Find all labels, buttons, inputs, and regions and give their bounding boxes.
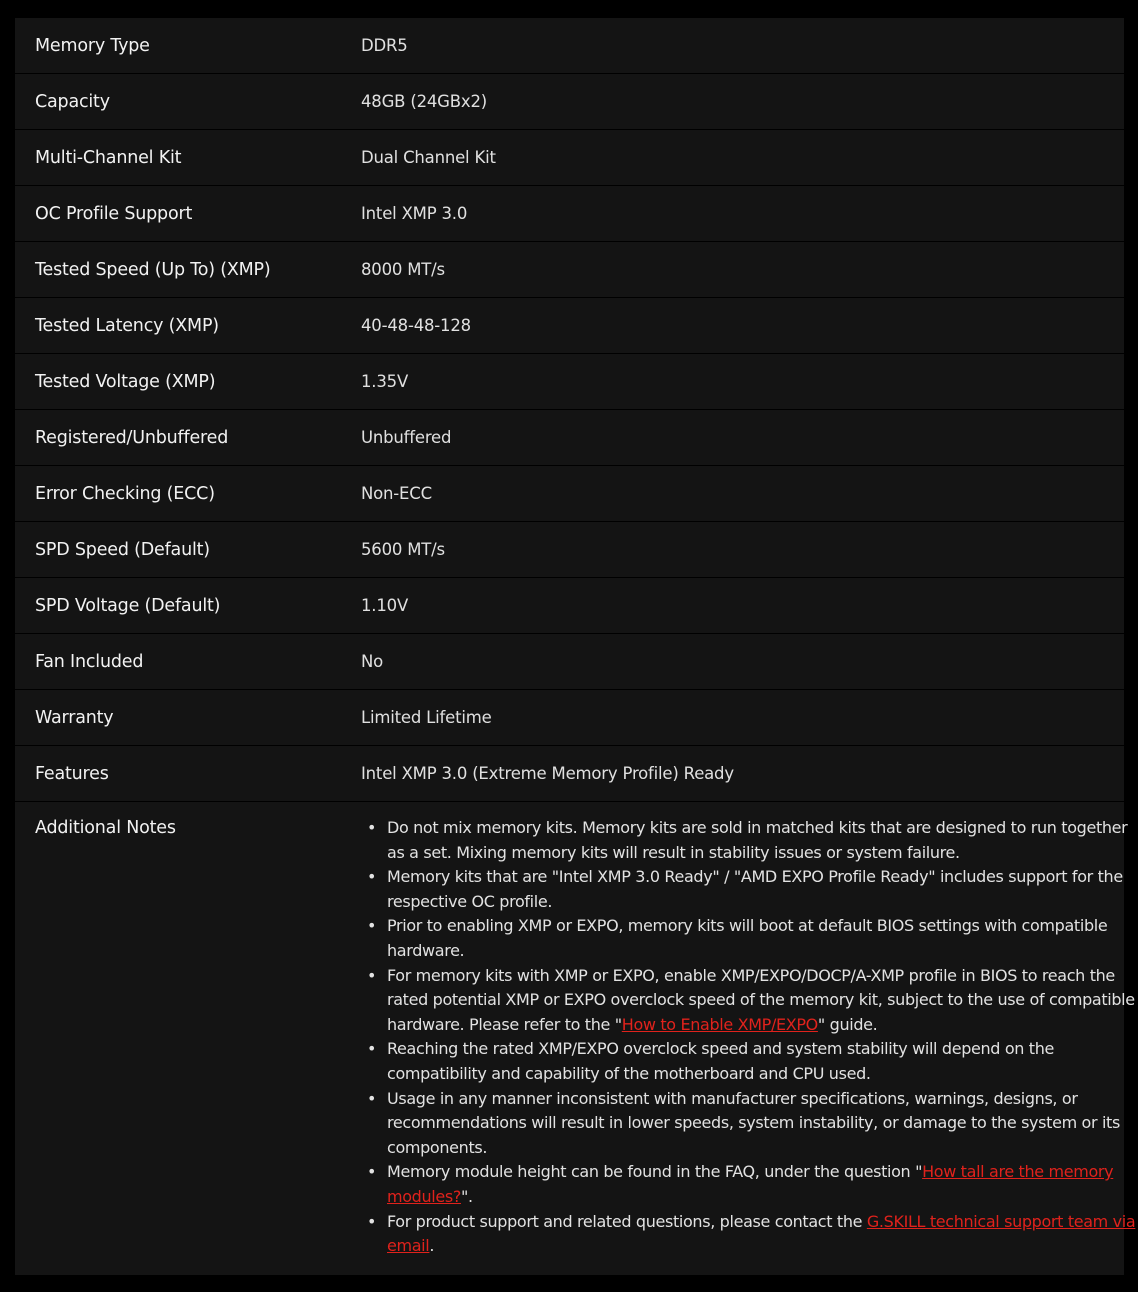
- spec-label: Additional Notes: [35, 818, 176, 838]
- spec-label: Registered/Unbuffered: [35, 427, 229, 448]
- list-item: [367, 1210, 1138, 1259]
- note-text: Memory kits that are "Intel XMP 3.0 Ready" / "AMD EXPO Profile Ready" includes support for the respective OC profile.: [387, 867, 1123, 911]
- spec-label: Tested Voltage (XMP): [35, 371, 216, 392]
- bullet-icon: •: [367, 867, 377, 887]
- spec-label: Fan Included: [35, 651, 144, 672]
- spec-row-registered-unbuffered: [15, 409, 1124, 465]
- spec-row-spd-voltage: [15, 577, 1124, 633]
- spec-row-capacity: [15, 73, 1124, 129]
- spec-value: 1.10V: [361, 596, 409, 615]
- spec-label: Tested Latency (XMP): [35, 315, 219, 336]
- list-item: [367, 1160, 1138, 1209]
- list-item: [367, 964, 1138, 1038]
- spec-value: 5600 MT/s: [361, 540, 445, 559]
- technical-support-email-link[interactable]: G.SKILL technical support team via email: [387, 1211, 1136, 1256]
- bullet-icon: •: [367, 916, 377, 936]
- spec-value: Limited Lifetime: [361, 708, 492, 727]
- spec-row-oc-profile-support: [15, 185, 1124, 241]
- spec-label: SPD Voltage (Default): [35, 595, 221, 616]
- bullet-icon: •: [367, 965, 377, 985]
- list-item: [367, 1037, 1138, 1086]
- list-item: [367, 1087, 1138, 1161]
- spec-label: Multi-Channel Kit: [35, 147, 182, 168]
- spec-label: Warranty: [35, 707, 114, 728]
- how-to-enable-xmp-expo-link[interactable]: How to Enable XMP/EXPO: [621, 1014, 818, 1034]
- spec-value: 40-48-48-128: [361, 316, 471, 335]
- bullet-icon: •: [367, 1162, 377, 1182]
- note-text: Memory module height can be found in the FAQ, under the question ": [387, 1162, 923, 1182]
- bullet-icon: •: [367, 818, 377, 837]
- spec-label: Memory Type: [35, 35, 150, 56]
- spec-value: Intel XMP 3.0 (Extreme Memory Profile) Ready: [361, 764, 734, 783]
- note-text: Prior to enabling XMP or EXPO, memory kits will boot at default BIOS settings with compatible hardware.: [387, 916, 1108, 960]
- spec-value: Dual Channel Kit: [361, 148, 496, 167]
- additional-notes-list: [361, 816, 1138, 1259]
- spec-row-multi-channel-kit: [15, 129, 1124, 185]
- note-text: For product support and related questions, please contact the: [387, 1211, 867, 1231]
- spec-row-tested-latency: [15, 297, 1124, 353]
- note-text: For memory kits with XMP or EXPO, enable XMP/EXPO/DOCP/A-XMP profile in BIOS to reach the rated potential XMP or EXPO overclock speed of the memory kit, subject to the use of compatible hardware. Please refer to the ": [387, 965, 1135, 1034]
- spec-value: 1.35V: [361, 372, 409, 391]
- spec-row-tested-speed: [15, 241, 1124, 297]
- spec-label: Capacity: [35, 91, 110, 112]
- note-text: Usage in any manner inconsistent with manufacturer specifications, warnings, designs, or recommendations will result in lower speeds, system instability, or damage to the system or its components.: [387, 1088, 1120, 1157]
- spec-row-fan-included: [15, 633, 1124, 689]
- spec-row-warranty: [15, 689, 1124, 745]
- list-item: [367, 816, 1138, 865]
- list-item: [367, 914, 1138, 963]
- spec-value: 8000 MT/s: [361, 260, 445, 279]
- note-text: ".: [461, 1186, 473, 1206]
- note-text: Do not mix memory kits. Memory kits are sold in matched kits that are designed to run together as a set. Mixing memory kits will result in stability issues or system failure.: [387, 818, 1128, 862]
- spec-row-features: [15, 745, 1124, 801]
- bullet-icon: •: [367, 1039, 377, 1059]
- spec-value: Intel XMP 3.0: [361, 204, 468, 223]
- spec-label: OC Profile Support: [35, 203, 193, 224]
- spec-value: Non-ECC: [361, 484, 432, 503]
- spec-label: Error Checking (ECC): [35, 483, 215, 504]
- note-text: Reaching the rated XMP/EXPO overclock speed and system stability will depend on the compatibility and capability of the motherboard and CPU used.: [387, 1039, 1054, 1083]
- spec-value: 48GB (24GBx2): [361, 92, 487, 111]
- spec-row-memory-type: [15, 18, 1124, 73]
- spec-value: No: [361, 652, 384, 671]
- spec-row-error-checking: [15, 465, 1124, 521]
- spec-value: DDR5: [361, 36, 408, 55]
- spec-label: SPD Speed (Default): [35, 539, 210, 560]
- specifications-table: [15, 18, 1136, 1275]
- note-text: .: [429, 1236, 435, 1256]
- spec-row-additional-notes: [15, 801, 1136, 1275]
- spec-row-spd-speed: [15, 521, 1124, 577]
- memory-module-height-faq-link[interactable]: How tall are the memory modules?: [387, 1162, 1114, 1206]
- note-text: " guide.: [817, 1014, 878, 1034]
- list-item: [367, 865, 1138, 914]
- table-bottom-divider: [15, 1270, 1124, 1272]
- spec-label: Features: [35, 763, 109, 784]
- bullet-icon: •: [367, 1211, 377, 1231]
- spec-label: Tested Speed (Up To) (XMP): [35, 259, 271, 280]
- bullet-icon: •: [367, 1088, 377, 1108]
- spec-value: Unbuffered: [361, 428, 452, 447]
- spec-row-tested-voltage: [15, 353, 1124, 409]
